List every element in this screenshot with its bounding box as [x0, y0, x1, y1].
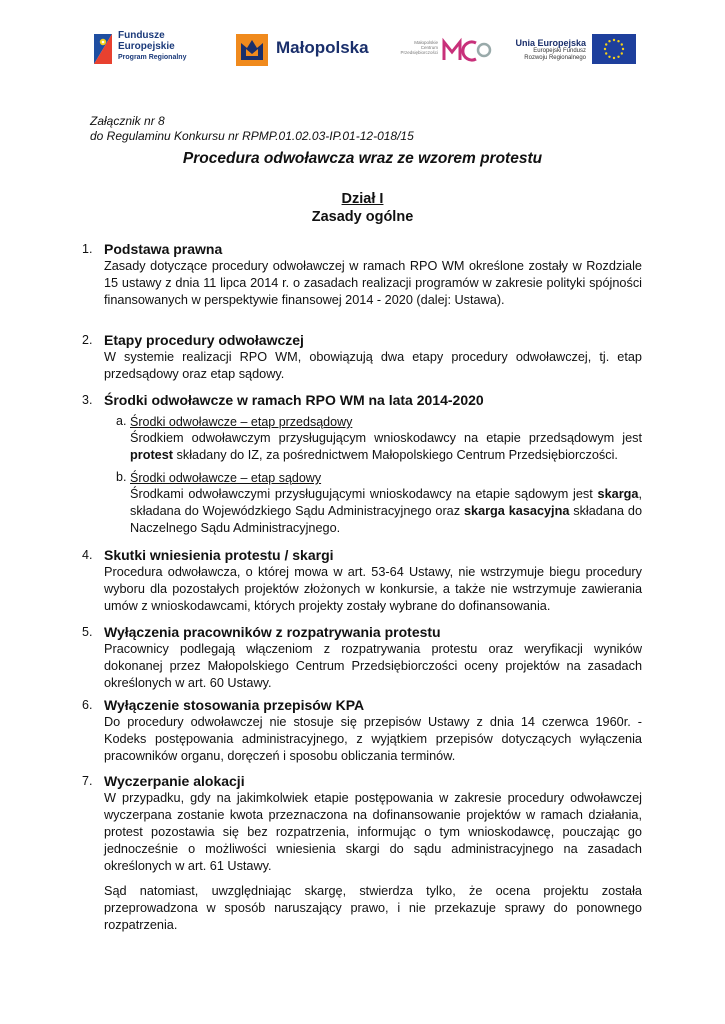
subsection-label: a. [116, 414, 127, 428]
dzial-heading [0, 190, 725, 226]
text-part: Środkiem odwoławczym przysługującym wnioskodawcy na etapie przedsądowym jest [130, 431, 642, 445]
section-text-continued: Sąd natomiast, uwzględniając skargę, stwierdza tylko, że ocena projektu została przeprowadzona w sposób naruszający prawo, i nie przekazuje sprawy do ponownego rozpatrzenia. [104, 884, 642, 932]
subsection-text [116, 430, 642, 464]
section-2 [82, 332, 642, 383]
ue-line1: Unia Europejska [515, 38, 586, 48]
section-text: Do procedury odwoławczej nie stosuje się przepisów Ustawy z dnia 14 czerwca 1960r. - Kodeks postępowania administracyjnego, z wyjątkiem przepisów dotyczących wyłączenia pracowników organu, doręczeń i sposobu obliczania terminów. [104, 715, 642, 763]
subsection-label: b. [116, 470, 127, 484]
section-4 [82, 547, 642, 615]
section-text: W systemie realizacji RPO WM, obowiązują dwa etapy procedury odwoławczej, tj. etap przedsądowy oraz etap sądowy. [104, 350, 642, 381]
section-1 [82, 241, 642, 309]
dzial-name: Dział I [341, 191, 384, 207]
document-title: Procedura odwoławcza wraz ze wzorem protestu [182, 150, 543, 167]
text-part: składany do IZ, za pośrednictwem Małopolskiego Centrum Przedsiębiorczości. [173, 448, 618, 462]
text-part: Środkami odwoławczymi przysługującymi wnioskodawcy na etapie sądowym jest [130, 487, 598, 501]
section-6 [82, 697, 642, 765]
section-title: Wyczerpanie alokacji [104, 773, 245, 789]
subsection-heading: Środki odwoławcze – etap przedsądowy [130, 415, 353, 429]
subsection-b [82, 470, 642, 537]
section-title: Wyłączenie stosowania przepisów KPA [104, 697, 365, 713]
section-text: Pracownicy podlegają włączeniom z rozpatrywania protestu oraz weryfikacji wyników dokonanej przez Małopolskiego Centrum Przedsiębiorczości oceny projektów na zasadach określonych w art. 60 Ustawy. [104, 642, 642, 690]
section-number: 2. [82, 333, 93, 347]
malopolska-logo [236, 28, 376, 72]
fe-line3: Program Regionalny [118, 54, 187, 61]
ue-line3: Rozwoju Regionalnego [524, 55, 586, 61]
section-7 [82, 773, 642, 934]
fe-text [118, 30, 186, 63]
section-number: 6. [82, 698, 93, 712]
section-title: Podstawa prawna [104, 241, 223, 257]
section-5 [82, 624, 642, 692]
section-title: Skutki wniesienia protestu / skargi [104, 547, 334, 563]
section-title: Wyłączenia pracowników z rozpatrywania protestu [104, 624, 441, 640]
subsection-text [116, 486, 642, 537]
malopolska-emblem-icon [236, 34, 268, 66]
bold-term: skarga kasacyjna [463, 504, 570, 518]
fe-line1: Fundusze [118, 30, 165, 41]
section-number: 7. [82, 774, 93, 788]
section-number: 4. [82, 548, 93, 562]
section-number: 5. [82, 625, 93, 639]
mcp-logo [398, 28, 493, 72]
attachment-line1: Załącznik nr 8 [90, 114, 165, 128]
eu-flag-icon [592, 34, 636, 64]
attachment-note [90, 114, 414, 144]
dzial-subtitle: Zasady ogólne [311, 209, 414, 225]
fundusze-europejskie-logo [92, 28, 202, 72]
section-text: Procedura odwoławcza, o której mowa w art. 53-64 Ustawy, nie wstrzymuje biegu procedury wyboru dla pozostałych projektów złożonych w konkursie, a także nie wstrzymuje zawierania umów z wnioskodawcami, których projekty zostały wybrane do dofinansowania. [104, 565, 642, 613]
text-part: , składana do Wojewódzkiego Sądu Administracyjnego oraz [130, 487, 642, 518]
ue-text [510, 38, 586, 62]
malopolska-text: Małopolska [276, 38, 369, 57]
unia-europejska-logo [510, 28, 635, 72]
section-text: Zasady dotyczące procedury odwoławczej w ramach RPO WM określone zostały w Rozdziale 15 ustawy z dnia 11 lipca 2014 r. o zasadach realizacji programów w zakresie polityki spójności finansowanych w perspektywie finansowej 2014 - 2020 (dalej: Ustawa). [104, 259, 642, 307]
section-title: Etapy procedury odwoławczej [104, 332, 304, 348]
section-number: 3. [82, 393, 93, 407]
mcp-mark-icon [442, 34, 492, 66]
mcp-small-text: Małopolskie Centrum Przedsiębiorczości [400, 40, 438, 55]
section-3 [82, 392, 642, 537]
bold-term: protest [130, 448, 173, 462]
section-number: 1. [82, 242, 93, 256]
bold-term: skarga [597, 487, 639, 501]
logo-bar [0, 28, 725, 78]
fe-line2: Europejskie [118, 41, 175, 52]
section-text: W przypadku, gdy na jakimkolwiek etapie postępowania w zakresie procedury odwoławczej wyczerpana zostanie kwota przeznaczona na dofinansowanie projektów w ramach działania, protest pozostawia się bez rozpatrzenia, informując o tym wnioskodawcę, pouczając go jednocześnie o możliwości wniesienia skargi do sądu administracyjnego na zasadach określonych w art. 61 Ustawy. [104, 791, 642, 873]
subsection-heading: Środki odwoławcze – etap sądowy [130, 471, 322, 485]
section-title: Środki odwoławcze w ramach RPO WM na lata 2014-2020 [104, 392, 484, 408]
attachment-line2: do Regulaminu Konkursu nr RPMP.01.02.03-IP.01-12-018/15 [90, 129, 414, 143]
fe-star-icon [92, 30, 114, 66]
subsection-a [82, 414, 642, 464]
ue-line2: Europejski Fundusz [533, 48, 586, 54]
text-part: składana do Naczelnego Sądu Administracyjnego. [130, 504, 643, 535]
